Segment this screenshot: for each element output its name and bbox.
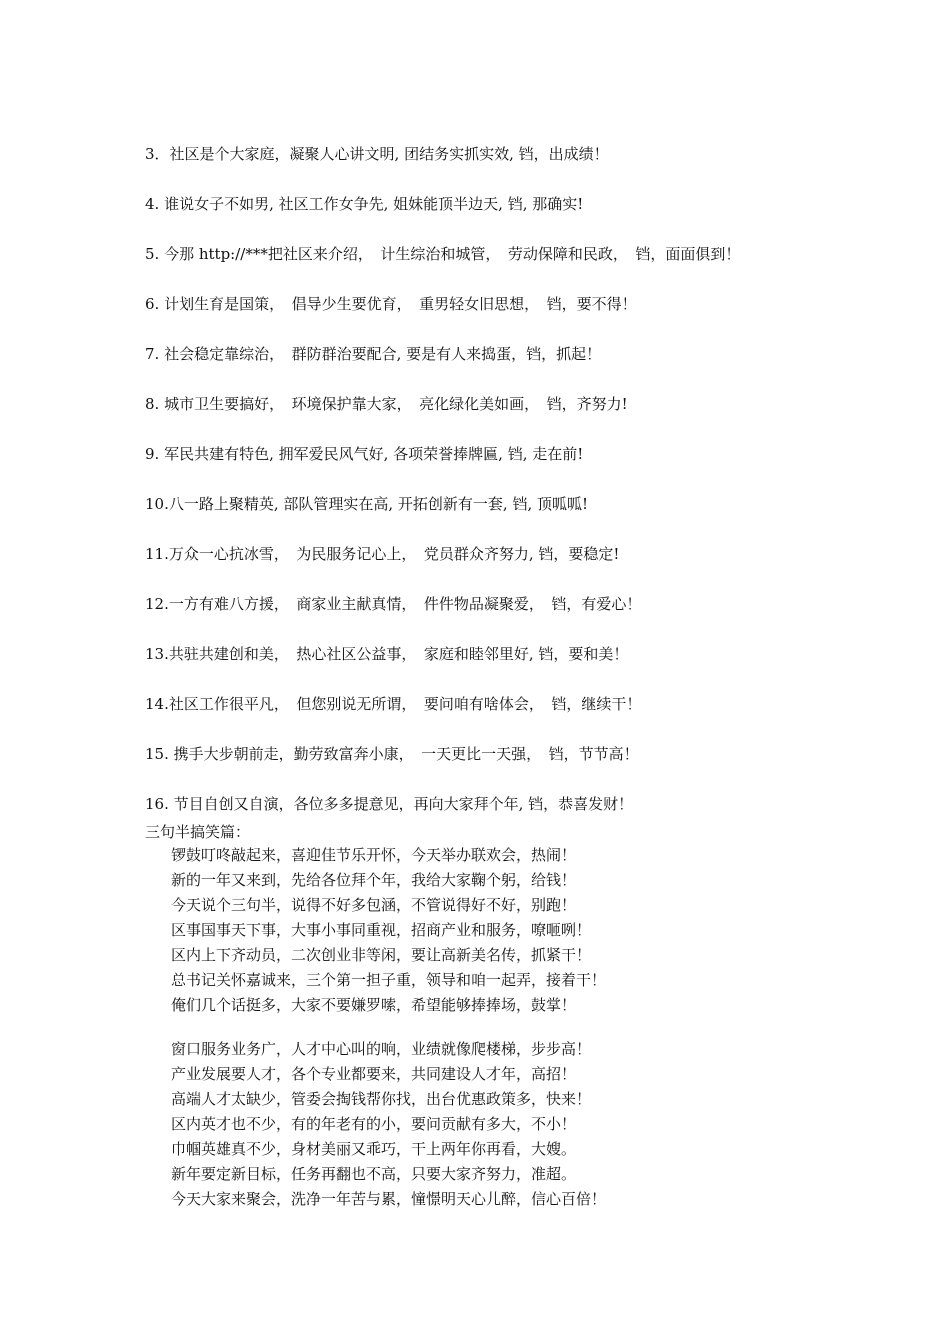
verse-item-11: 11.万众一心抗冰雪， 为民服务记心上， 党员群众齐努力, 铛，要稳定! [145,545,620,563]
stanza-line: 俺们几个话挺多，大家不要嫌罗嗦，希望能够捧捧场，鼓掌！ [171,996,577,1014]
verse-item-6: 6. 计划生育是国策， 倡导少生要优育， 重男轻女旧思想， 铛，要不得！ [145,295,637,313]
stanza-spacer [145,1018,835,1037]
verse-item-9: 9. 军民共建有特色, 拥军爱民风气好, 各项荣誉捧牌匾, 铛, 走在前! [145,445,584,463]
verse-item-15: 15. 携手大步朝前走，勤劳致富奔小康， 一天更比一天强， 铛，节节高！ [145,745,639,763]
verse-item-5: 5. 今那 http://***把社区来介绍， 计生综治和城管， 劳动保障和民政， 铛，面面俱到！ [145,245,741,263]
verse-item-4: 4. 谁说女子不如男, 社区工作女争先, 姐妹能顶半边天, 铛, 那确实! [145,195,584,213]
verse-item-3: 3．社区是个大家庭，凝聚人心讲文明, 团结务实抓实效, 铛，出成绩！ [145,145,609,163]
verse-item-16: 16. 节目自创又自演，各位多多提意见，再向大家拜个年, 铛，恭喜发财！ [145,795,634,813]
stanza-line: 产业发展要人才，各个专业都要来，共同建设人才年，高招！ [171,1065,577,1083]
verse-item-7: 7. 社会稳定靠综治， 群防群治要配合, 要是有人来捣蛋，铛，抓起！ [145,345,602,363]
stanza-line: 新年要定新目标，任务再翻也不高，只要大家齐努力，准超。 [171,1165,577,1183]
numbered-verse-list [145,143,835,1212]
stanza-line: 区内上下齐动员，二次创业非等闲，要让高新美名传，抓紧干！ [171,946,592,964]
stanza-line: 今天说个三句半，说得不好多包涵，不管说得好不好，别跑！ [171,896,577,914]
stanza-line: 区事国事天下事，大事小事同重视，招商产业和服务，嘹咂咧！ [171,921,592,939]
stanza-line: 锣鼓叮咚敲起来，喜迎佳节乐开怀，今天举办联欢会，热闹！ [171,846,577,864]
verse-item-12: 12.一方有难八方援， 商家业主献真情， 件件物品凝聚爱， 铛，有爱心！ [145,595,642,613]
stanza-line: 今天大家来聚会，洗净一年苦与累，憧憬明天心儿醉，信心百倍！ [171,1190,607,1208]
stanza-line: 区内英才也不少，有的年老有的小，要问贡献有多大，不小！ [171,1115,577,1133]
stanza-line: 窗口服务业务广，人才中心叫的响，业绩就像爬楼梯，步步高！ [171,1040,592,1058]
stanza-2 [171,1037,835,1212]
verse-item-10: 10.八一路上聚精英, 部队管理实在高, 开拓创新有一套, 铛, 顶呱呱! [145,495,589,513]
verse-item-14: 14.社区工作很平凡， 但您别说无所谓， 要问咱有啥体会， 铛，继续干！ [145,695,642,713]
verse-item-13: 13.共驻共建创和美， 热心社区公益事， 家庭和睦邻里好, 铛，要和美！ [145,645,629,663]
verse-item-8: 8. 城市卫生要搞好， 环境保护靠大家， 亮化绿化美如画， 铛，齐努力! [145,395,628,413]
stanza-line: 新的一年又来到，先给各位拜个年，我给大家鞠个躬，给钱！ [171,871,577,889]
stanza-line: 总书记关怀嘉诚来，三个第一担子重，领导和咱一起弄，接着干！ [171,971,607,989]
stanza-line: 高端人才太缺少，管委会掏钱帮你找，出台优惠政策多，快来！ [171,1090,592,1108]
stanza-line: 巾帼英雄真不少，身材美丽又乖巧，干上两年你再看，大嫂。 [171,1140,577,1158]
stanza-1 [171,843,835,1018]
section-heading: 三句半搞笑篇： [145,823,251,841]
